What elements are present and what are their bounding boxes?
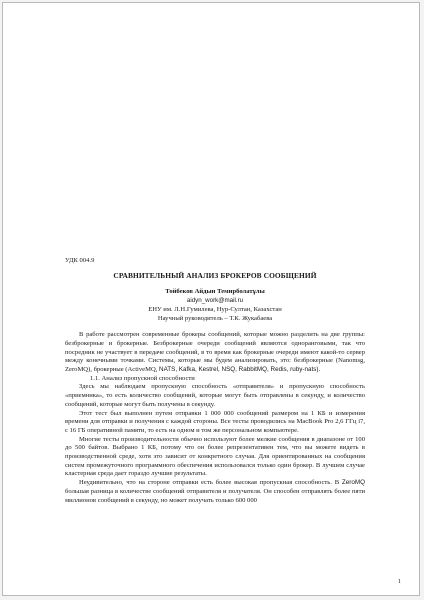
section-heading: 1.1. Анализ пропускной способности xyxy=(90,374,195,382)
paragraph-results-text-b: большая разница в количестве сообщений отправителя и получателя. Он способен отправлять более пяти миллионов сообщений в секунду, но может получать только 600 000 xyxy=(65,487,365,504)
document-page xyxy=(2,2,420,596)
paragraph-intro xyxy=(65,331,365,375)
paragraph-throughput: Здесь мы наблюдаем пропускную способность «отправителя» и пропускную способность «приемника», то есть количество сообщений, которые могут быть отправлены в секунду, и количество сообщений, которые могут быть получены в секунду. xyxy=(65,383,365,408)
paragraph-results-zeromq: ZeroMQ xyxy=(341,479,365,487)
paragraph-results xyxy=(65,479,365,505)
paragraph-results-text-a: Неудивительно, что на стороне отправки есть более высокая пропускная способность. В xyxy=(79,479,340,487)
author-affiliation: ЕНУ им. Л.Н.Гумилева, Нур-Султан, Казахстан xyxy=(148,305,282,313)
scientific-advisor: Научный руководитель – Т.К. Жукабаева xyxy=(157,314,273,322)
paragraph-intro-text: В работе рассмотрен современные брокеры сообщений, которые можно разделить на две группы: безброкерные и брокерные. Безброкерные очереди сообщений являются одноранговыми, так что посредник не участвует в передаче сообщений, в то время как брокерные очереди имеют какой-то сервер между конечными точками. Системы, которые мы будем анализировать, это: безброкерные (Nanomsg, ZeroMQ), брокерные (ActiveMQ, xyxy=(65,331,365,374)
paragraph-message-size: Многие тесты производительности обычно используют более мелкие сообщения в диапазоне от 100 до 500 байтов. Выбрано 1 КБ, потому что он более репрезентативен тем, что вы можете видеть в производственной среде, хотя это зависит от конкретного случая. Для ориентированных на сообщения систем промежуточного программного обеспечения использовался только один брокер. В лучшем случае кластерная среда дает гораздо лучшие результаты. xyxy=(65,435,365,478)
paper-title: СРАВНИТЕЛЬНЫЙ АНАЛИЗ БРОКЕРОВ СООБЩЕНИЙ xyxy=(113,270,317,280)
udk-code: УДК 004.9 xyxy=(65,257,95,264)
paragraph-test-setup: Этот тест был выполнен путем отправки 1 000 000 сообщений размером на 1 КБ и измерения времени для отправки и получения с каждой стороны. Все тесты проводились на MacBook Pro 2,6 ГГц i7, с 16 ГБ оперативной памяти, то есть на одном и том же персональном компьютере. xyxy=(65,409,365,434)
author-name: Тойбеков Айдын Темирболатұлы xyxy=(165,288,265,296)
page-number: 1 xyxy=(397,578,401,585)
document-body xyxy=(65,257,365,505)
paragraph-intro-systems: NATS, Kafka, Kestrel, NSQ, RabbitMQ, Redis, ruby-nats). xyxy=(159,366,321,374)
author-email: aidyn_work@mail.ru xyxy=(186,297,244,305)
